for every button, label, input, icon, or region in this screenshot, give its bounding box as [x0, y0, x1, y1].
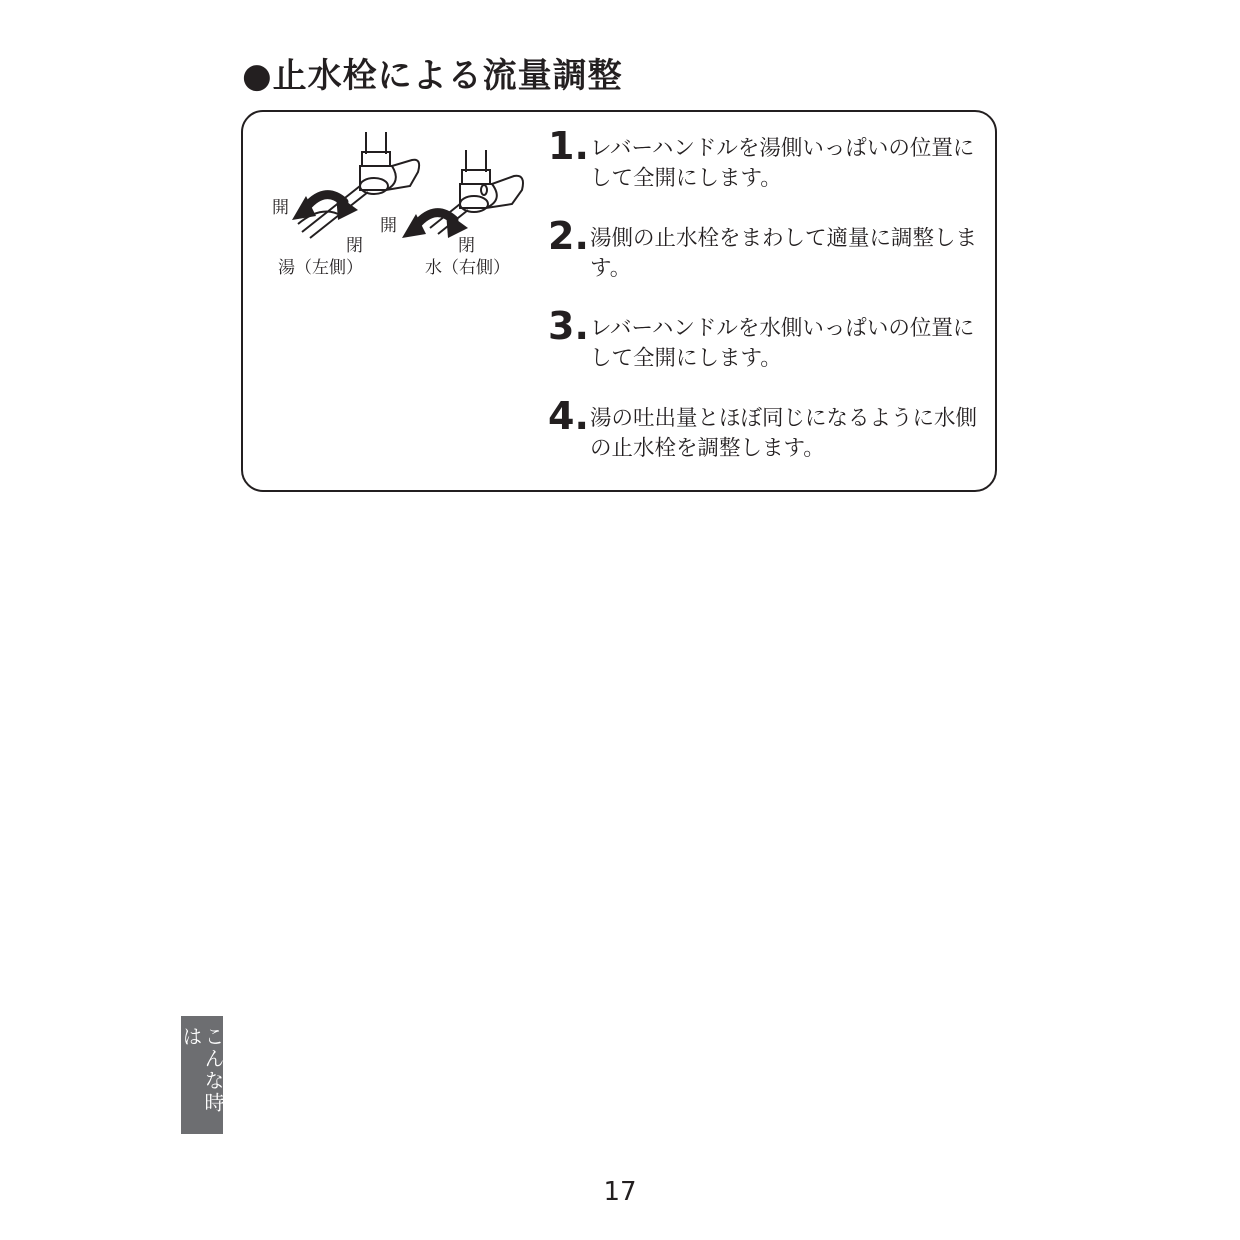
step-text: レバーハンドルを湯側いっぱいの位置にして全開にします。	[590, 136, 975, 191]
step-text: 湯の吐出量とほぼ同じになるように水側の止水栓を調整します。	[590, 406, 978, 461]
cold-open-label: 開	[380, 216, 397, 236]
step-list	[548, 126, 988, 486]
step-text: レバーハンドルを水側いっぱいの位置にして全開にします。	[590, 316, 975, 371]
step-item	[548, 306, 988, 396]
step-number: 4.	[548, 394, 589, 438]
chapter-tab	[181, 1016, 223, 1134]
step-item	[548, 396, 988, 486]
step-text: 湯側の止水栓をまわして適量に調整します。	[590, 226, 978, 281]
cold-arrow-head	[446, 212, 468, 238]
step-number: 2.	[548, 214, 589, 258]
hot-arrow-head	[336, 194, 358, 220]
page-number: 17	[603, 1177, 637, 1207]
hot-close-label: 閉	[346, 236, 363, 256]
step-number: 1.	[548, 124, 589, 168]
step-item	[548, 216, 988, 306]
cold-valve-caption: 水（右側）	[425, 258, 510, 278]
hot-open-label: 開	[272, 198, 289, 218]
hot-valve-icon	[298, 132, 419, 238]
cold-close-label: 閉	[458, 236, 475, 256]
cold-valve-icon	[430, 150, 523, 234]
section-title: ●止水栓による流量調整	[242, 56, 623, 96]
step-number: 3.	[548, 304, 589, 348]
hot-valve-caption: 湯（左側）	[278, 258, 363, 278]
step-item	[548, 126, 988, 216]
chapter-tab-label: こんな時は	[179, 1026, 225, 1114]
